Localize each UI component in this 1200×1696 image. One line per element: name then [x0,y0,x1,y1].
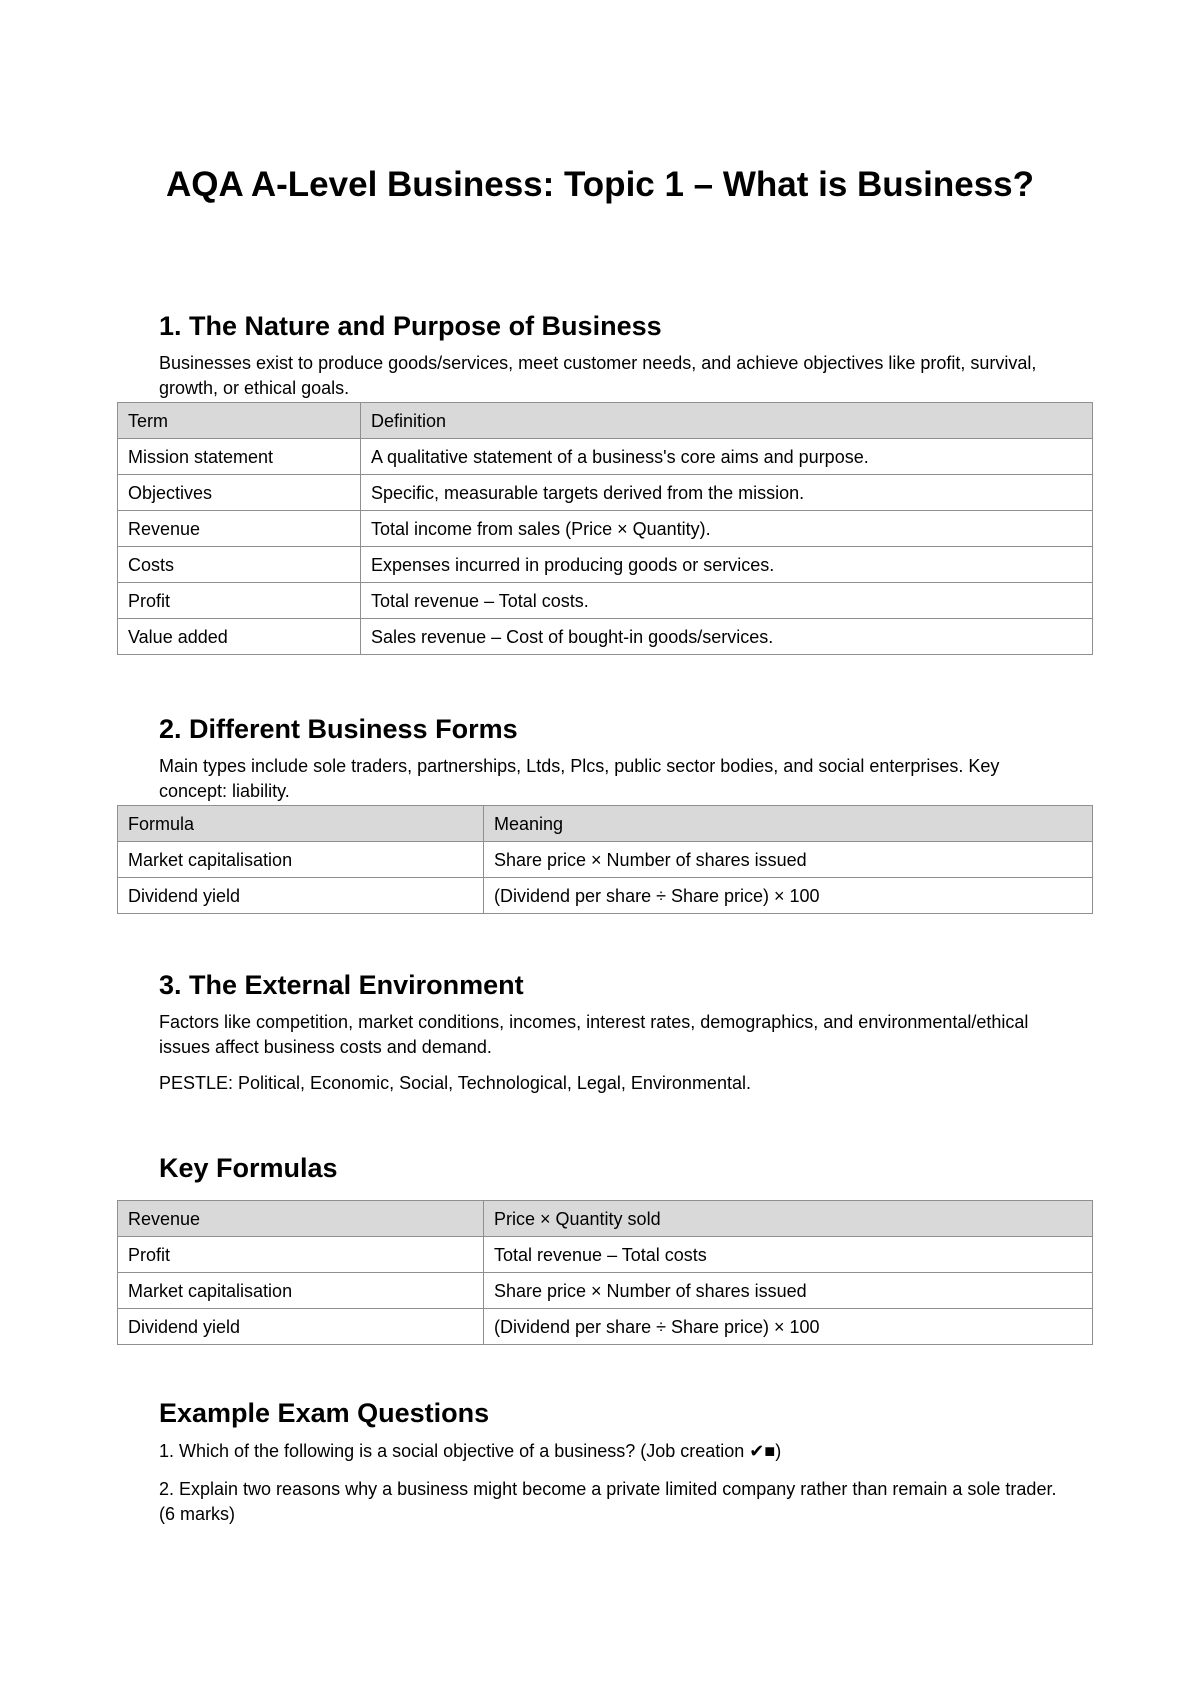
table-cell: Dividend yield [118,1309,484,1345]
table-cell: Total revenue – Total costs. [361,583,1093,619]
exam-question: 2. Explain two reasons why a business might become a private limited company rather than remain a sole trader. (6 marks) [159,1479,1057,1524]
header-cell: Definition [361,403,1093,439]
section-heading: Example Exam Questions [159,1398,490,1428]
section-exam-questions [0,1397,1200,1527]
table-row [118,511,1093,547]
section-heading: Key Formulas [159,1153,338,1183]
section-key-formulas [0,1152,1200,1345]
table-cell: Total revenue – Total costs [484,1237,1093,1273]
table-row [118,842,1093,878]
section-heading: 1. The Nature and Purpose of Business [159,311,662,341]
header-cell: Term [118,403,361,439]
table-row [118,1237,1093,1273]
section-external-environment [0,969,1200,1096]
table-cell: Profit [118,1237,484,1273]
section-intro: Businesses exist to produce goods/services, meet customer needs, and achieve objectives like profit, survival, growth, or ethical goals. [159,353,1037,398]
table-cell: Price × Quantity sold [484,1201,1093,1237]
table-cell: (Dividend per share ÷ Share price) × 100 [484,1309,1093,1345]
section-intro: Main types include sole traders, partnerships, Ltds, Plcs, public sector bodies, and social enterprises. Key concept: liability. [159,756,1000,801]
table-cell: Share price × Number of shares issued [484,842,1093,878]
table-cell: A qualitative statement of a business's core aims and purpose. [361,439,1093,475]
table-cell: Revenue [118,511,361,547]
table-cell: Mission statement [118,439,361,475]
header-cell: Formula [118,806,484,842]
table-row [118,439,1093,475]
exam-question: 1. Which of the following is a social objective of a business? (Job creation ✔■) [159,1441,782,1461]
table-row [118,583,1093,619]
section-heading: 3. The External Environment [159,970,524,1000]
table-cell: Sales revenue – Cost of bought-in goods/services. [361,619,1093,655]
table-row [118,547,1093,583]
table-cell: Specific, measurable targets derived from the mission. [361,475,1093,511]
table-cell: Costs [118,547,361,583]
table-cell: Revenue [118,1201,484,1237]
table-cell: Value added [118,619,361,655]
terms-table [117,402,1093,655]
table-cell: Profit [118,583,361,619]
section-intro: Factors like competition, market conditions, incomes, interest rates, demographics, and environmental/ethical issues affect business costs and demand. [159,1012,1029,1057]
table-cell: Objectives [118,475,361,511]
section-heading: 2. Different Business Forms [159,714,518,744]
key-formulas-table [117,1200,1093,1345]
section-business-forms [0,713,1200,914]
table-row [118,1273,1093,1309]
table-cell: Expenses incurred in producing goods or services. [361,547,1093,583]
table-row [118,878,1093,914]
table-cell: (Dividend per share ÷ Share price) × 100 [484,878,1093,914]
header-cell: Meaning [484,806,1093,842]
document-title: AQA A-Level Business: Topic 1 – What is Business? [165,165,1035,204]
table-row [118,475,1093,511]
table-cell: Total income from sales (Price × Quantity). [361,511,1093,547]
table-cell: Dividend yield [118,878,484,914]
table-row [118,619,1093,655]
section-nature-purpose [0,310,1200,655]
table-row [118,1201,1093,1237]
table-cell: Market capitalisation [118,842,484,878]
table-header-row [118,806,1093,842]
pestle-text: PESTLE: Political, Economic, Social, Technological, Legal, Environmental. [159,1073,751,1093]
table-cell: Market capitalisation [118,1273,484,1309]
table-cell: Share price × Number of shares issued [484,1273,1093,1309]
table-header-row [118,403,1093,439]
business-forms-table [117,805,1093,914]
table-row [118,1309,1093,1345]
